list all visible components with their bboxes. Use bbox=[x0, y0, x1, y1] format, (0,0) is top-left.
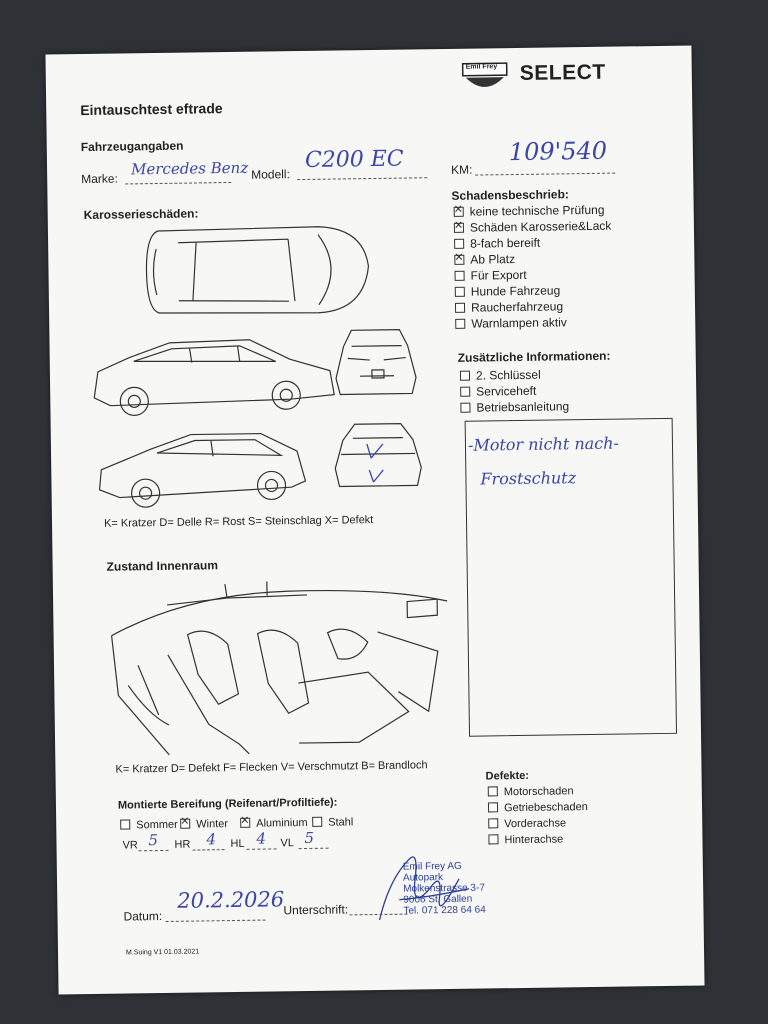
checkbox[interactable] bbox=[455, 303, 465, 313]
checkbox[interactable] bbox=[488, 834, 498, 844]
tires-label: Montierte Bereifung (Reifenart/Profiltiefe): bbox=[117, 796, 338, 812]
car-side-view-right bbox=[99, 433, 306, 508]
tread-hl-value: 4 bbox=[256, 829, 267, 848]
checkbox[interactable] bbox=[312, 817, 322, 827]
damage-item-smoker[interactable]: Raucherfahrzeug bbox=[455, 299, 563, 315]
body-damage-legend: K= Kratzer D= Delle R= Rost S= Steinschlag X= Defekt bbox=[103, 514, 374, 530]
checkbox[interactable] bbox=[455, 319, 465, 329]
tread-hl-label: HL bbox=[230, 837, 245, 851]
defects-label: Defekte: bbox=[485, 769, 530, 783]
defect-engine[interactable]: Motorschaden bbox=[488, 785, 574, 798]
select-logo: SELECT bbox=[519, 60, 606, 85]
checkbox-checked[interactable] bbox=[454, 255, 464, 265]
checkbox[interactable] bbox=[120, 820, 130, 830]
additional-item-manual[interactable]: Betriebsanleitung bbox=[460, 399, 569, 415]
interior-legend: K= Kratzer D= Defekt F= Flecken V= Verschmutzt B= Brandloch bbox=[115, 759, 428, 776]
form-title: Eintauschtest eftrade bbox=[80, 100, 223, 119]
additional-item-second-key[interactable]: 2. Schlüssel bbox=[460, 368, 541, 383]
defect-gearbox[interactable]: Getriebeschaden bbox=[488, 801, 588, 814]
form-footer: M.Suing V1 01.03.2021 bbox=[125, 948, 200, 957]
car-front-view bbox=[335, 329, 416, 394]
tire-option-aluminium[interactable]: ✕ Aluminium bbox=[240, 817, 308, 830]
damage-item-no-inspection[interactable]: ✕keine technische Prüfung bbox=[454, 203, 605, 219]
car-diagrams bbox=[88, 217, 442, 522]
car-side-view-left bbox=[93, 339, 334, 416]
note-line-1: -Motor nicht nach- bbox=[467, 433, 620, 455]
interior-label: Zustand Innenraum bbox=[106, 558, 219, 574]
date-label: Datum: bbox=[123, 909, 163, 924]
damage-item-dog-vehicle[interactable]: Hunde Fahrzeug bbox=[455, 283, 561, 298]
tread-vl-value: 5 bbox=[304, 828, 315, 848]
interior-diagram bbox=[107, 571, 460, 766]
checkbox[interactable] bbox=[454, 239, 464, 249]
tire-option-winter[interactable]: ✕ Winter bbox=[180, 818, 228, 831]
checkbox[interactable] bbox=[460, 386, 470, 396]
signature-scribble bbox=[368, 838, 489, 930]
damage-item-export[interactable]: Für Export bbox=[455, 268, 527, 283]
checkbox[interactable] bbox=[488, 786, 498, 796]
checkbox[interactable] bbox=[488, 818, 498, 828]
car-rear-view bbox=[335, 423, 422, 486]
checkbox-checked[interactable] bbox=[454, 207, 464, 217]
tread-vr-label: VR bbox=[122, 839, 138, 852]
checkbox-checked[interactable] bbox=[454, 223, 464, 233]
checkbox[interactable] bbox=[488, 802, 498, 812]
dealer-stamp: Emil Frey AG Autopark Molkenstrasse 3-7 9006 St. Gallen Tel. 071 228 64 64 bbox=[402, 860, 486, 917]
checkbox-checked[interactable] bbox=[180, 819, 190, 829]
checkbox[interactable] bbox=[460, 370, 470, 380]
damage-item-8-tires[interactable]: 8-fach bereift bbox=[454, 236, 540, 251]
tread-hr-value: 4 bbox=[206, 830, 217, 849]
km-label: KM: bbox=[451, 162, 473, 177]
defect-front-axle[interactable]: Vorderachse bbox=[488, 817, 566, 830]
tread-vl-label: VL bbox=[280, 837, 295, 850]
damage-description-label: Schadensbeschrieb: bbox=[451, 187, 569, 203]
checkbox[interactable] bbox=[455, 271, 465, 281]
model-value: C200 EC bbox=[304, 146, 404, 173]
defect-rear-axle[interactable]: Hinterachse bbox=[488, 833, 563, 846]
body-damage-label: Karosserieschäden: bbox=[83, 206, 199, 223]
emil-frey-logo bbox=[462, 62, 508, 93]
brand-value: Mercedes Benz bbox=[130, 158, 249, 179]
notes-box[interactable] bbox=[465, 418, 677, 737]
model-label: Modell: bbox=[251, 167, 290, 182]
checkbox-checked[interactable] bbox=[240, 818, 250, 828]
additional-info-label: Zusätzliche Informationen: bbox=[457, 348, 611, 365]
tire-option-summer[interactable]: Sommer bbox=[120, 819, 178, 832]
tire-option-steel[interactable]: Stahl bbox=[312, 816, 353, 829]
note-line-2: Frostschutz bbox=[480, 468, 577, 489]
additional-item-service-book[interactable]: Serviceheft bbox=[460, 384, 536, 399]
checkbox[interactable] bbox=[460, 402, 470, 412]
car-top-view bbox=[146, 226, 369, 315]
km-value: 109'540 bbox=[508, 136, 608, 167]
signature-label: Unterschrift: bbox=[283, 902, 349, 918]
damage-item-body-paint[interactable]: ✕Schäden Karosserie&Lack bbox=[454, 219, 612, 235]
checkbox[interactable] bbox=[455, 287, 465, 297]
tread-hr-label: HR bbox=[174, 838, 191, 851]
tread-vr-value: 5 bbox=[148, 831, 159, 850]
logo-text: Emil Frey bbox=[465, 63, 498, 71]
vehicle-section-label: Fahrzeugangaben bbox=[80, 138, 184, 155]
date-value: 20.2.2026 bbox=[177, 887, 285, 913]
damage-item-ab-platz[interactable]: ✕Ab Platz bbox=[454, 252, 515, 267]
brand-label: Marke: bbox=[81, 171, 118, 187]
damage-item-warning-lights[interactable]: Warnlampen aktiv bbox=[455, 315, 567, 331]
form-paper bbox=[45, 46, 704, 995]
